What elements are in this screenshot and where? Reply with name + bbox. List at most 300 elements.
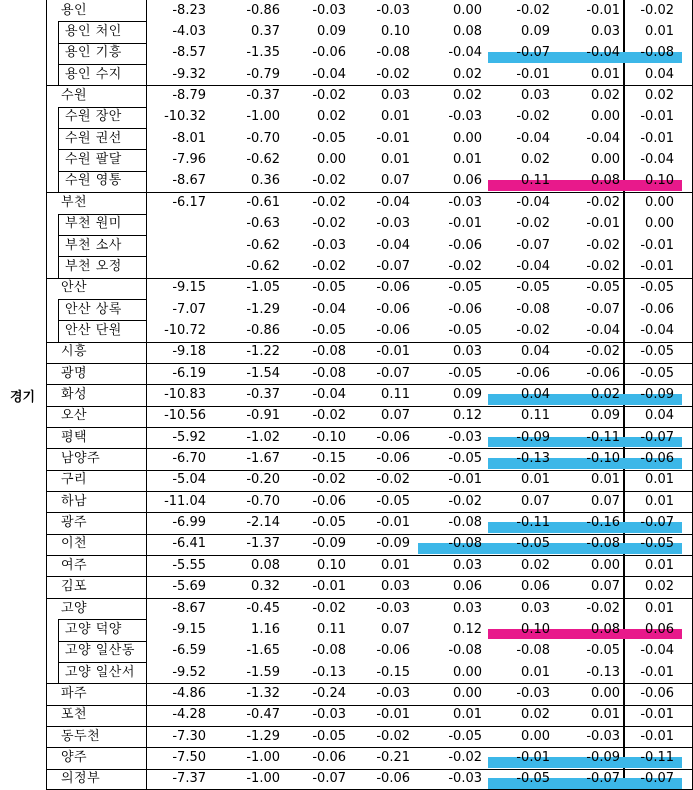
- value-cell: -0.08: [448, 643, 482, 659]
- value-cell: 0.01: [645, 600, 674, 616]
- row-border: [46, 278, 693, 279]
- value-cell: -4.86: [172, 685, 206, 701]
- value-cell: -0.06: [376, 451, 410, 467]
- value-cell: -0.06: [312, 45, 346, 61]
- value-cell: 0.00: [317, 152, 346, 168]
- value-cell: 0.11: [521, 173, 550, 189]
- row-border: [46, 363, 693, 364]
- row-border: [46, 726, 693, 727]
- value-cell: -0.02: [516, 216, 550, 232]
- value-cell: 0.09: [317, 24, 346, 40]
- value-cell: -0.01: [640, 130, 674, 146]
- value-cell: -0.08: [312, 643, 346, 659]
- value-cell: -0.63: [246, 216, 280, 232]
- value-cell: -0.04: [448, 45, 482, 61]
- value-cell: -0.24: [312, 685, 346, 701]
- value-cell: -0.13: [312, 664, 346, 680]
- value-cell: -10.56: [164, 408, 206, 424]
- value-cell: -9.32: [172, 66, 206, 82]
- row-name: 수원 장안: [65, 109, 122, 125]
- sub-row-border: [58, 320, 146, 321]
- value-cell: -0.08: [448, 515, 482, 531]
- sub-row-border: [58, 107, 146, 108]
- row-name: 고양 일산동: [65, 643, 135, 659]
- value-cell: -0.37: [246, 387, 280, 402]
- value-cell: -0.04: [376, 237, 410, 253]
- value-cell: 0.01: [645, 557, 674, 573]
- value-cell: 0.01: [521, 472, 550, 488]
- value-cell: 0.37: [251, 24, 280, 40]
- sub-name-border: [58, 662, 59, 683]
- row-name: 수원: [61, 88, 88, 104]
- row-name: 김포: [61, 579, 88, 595]
- value-cell: -0.01: [640, 707, 674, 723]
- value-cell: -0.10: [586, 451, 620, 467]
- value-cell: -0.05: [312, 515, 346, 531]
- value-cell: -1.59: [246, 664, 280, 680]
- value-cell: 0.00: [453, 2, 482, 18]
- sub-row-border: [58, 128, 146, 129]
- value-cell: 0.03: [521, 600, 550, 616]
- value-cell: -6.99: [172, 515, 206, 531]
- value-cell: -0.09: [586, 749, 620, 765]
- sub-row-border: [58, 256, 146, 257]
- value-cell: 0.01: [453, 707, 482, 723]
- value-cell: -0.13: [516, 451, 550, 467]
- row-name: 용인 수지: [65, 66, 122, 82]
- value-cell: 0.03: [381, 579, 410, 595]
- value-cell: -0.79: [246, 66, 280, 82]
- value-cell: -9.18: [172, 344, 206, 360]
- sub-name-border: [58, 641, 59, 662]
- value-cell: -0.05: [640, 344, 674, 360]
- value-cell: -0.04: [516, 194, 550, 210]
- row-border: [46, 683, 693, 684]
- value-cell: 0.00: [591, 557, 620, 573]
- value-cell: 0.07: [521, 493, 550, 509]
- value-cell: 0.08: [591, 173, 620, 189]
- value-cell: -9.52: [172, 664, 206, 680]
- value-cell: 0.01: [521, 664, 550, 680]
- value-cell: -0.07: [376, 365, 410, 381]
- value-cell: -0.02: [448, 493, 482, 509]
- value-cell: -0.04: [516, 258, 550, 274]
- value-cell: -9.15: [172, 280, 206, 296]
- value-cell: -0.02: [448, 749, 482, 765]
- value-cell: 0.12: [453, 408, 482, 424]
- value-cell: -0.04: [640, 152, 674, 168]
- row-name: 용인 기흥: [65, 45, 122, 61]
- row-border: [46, 576, 693, 577]
- row-name: 포천: [61, 707, 88, 723]
- value-cell: -6.17: [172, 194, 206, 210]
- row-name: 수원 권선: [65, 130, 122, 146]
- value-cell: -0.07: [516, 45, 550, 61]
- value-cell: -8.79: [172, 88, 206, 104]
- value-cell: 0.06: [453, 579, 482, 595]
- value-cell: -0.01: [640, 728, 674, 744]
- value-cell: 0.00: [591, 152, 620, 168]
- row-name: 평택: [61, 429, 88, 445]
- value-cell: -0.08: [516, 643, 550, 659]
- value-cell: 0.00: [521, 728, 550, 744]
- value-cell: 0.08: [251, 557, 280, 573]
- sub-row-border: [58, 43, 146, 44]
- row-border: [46, 448, 693, 449]
- value-cell: 0.09: [521, 24, 550, 40]
- value-cell: -0.01: [376, 707, 410, 723]
- row-border: [46, 769, 693, 770]
- value-cell: -0.06: [448, 301, 482, 317]
- value-cell: -0.62: [246, 152, 280, 168]
- row-name: 동두천: [61, 728, 101, 744]
- sub-name-border: [58, 64, 59, 85]
- row-name: 용인: [61, 2, 88, 18]
- value-cell: -0.16: [586, 515, 620, 531]
- value-cell: 0.00: [591, 685, 620, 701]
- value-cell: -0.02: [312, 472, 346, 488]
- value-cell: -0.07: [586, 771, 620, 787]
- value-cell: -0.02: [312, 194, 346, 210]
- value-cell: 0.07: [381, 408, 410, 424]
- value-cell: 0.01: [381, 557, 410, 573]
- value-cell: -1.02: [246, 429, 280, 445]
- value-cell: -0.02: [586, 237, 620, 253]
- sub-row-border: [58, 214, 146, 215]
- row-name: 고양: [61, 600, 88, 616]
- value-cell: -1.54: [246, 365, 280, 381]
- sub-row-border: [58, 299, 146, 300]
- value-cell: -0.02: [312, 88, 346, 104]
- value-cell: -0.04: [586, 130, 620, 146]
- value-cell: -0.09: [640, 387, 674, 402]
- value-cell: -0.11: [516, 515, 550, 531]
- row-name: 수원 영통: [65, 173, 122, 189]
- value-cell: -0.08: [312, 365, 346, 381]
- sub-row-border: [58, 235, 146, 236]
- value-cell: -0.03: [376, 600, 410, 616]
- row-name: 부천 원미: [65, 216, 122, 232]
- value-cell: -0.02: [586, 258, 620, 274]
- value-cell: -0.21: [376, 749, 410, 765]
- value-cell: 0.02: [591, 88, 620, 104]
- value-cell: -0.01: [376, 515, 410, 531]
- value-cell: 0.06: [645, 621, 674, 637]
- value-cell: -0.02: [376, 728, 410, 744]
- value-cell: -2.14: [246, 515, 280, 531]
- value-cell: 0.00: [591, 109, 620, 125]
- value-cell: 0.06: [521, 579, 550, 595]
- value-cell: -0.07: [640, 515, 674, 531]
- sub-name-border: [58, 619, 59, 640]
- value-cell: -0.62: [246, 258, 280, 274]
- row-name: 안산 단원: [65, 322, 122, 338]
- value-cell: -0.02: [586, 344, 620, 360]
- value-cell: -0.07: [586, 301, 620, 317]
- value-cell: -0.05: [376, 493, 410, 509]
- value-cell: -0.06: [312, 749, 346, 765]
- value-cell: 0.03: [453, 600, 482, 616]
- row-border: [46, 470, 693, 471]
- value-cell: -0.04: [640, 322, 674, 338]
- value-cell: -8.67: [172, 600, 206, 616]
- row-name: 의정부: [61, 771, 101, 787]
- value-cell: 0.08: [591, 621, 620, 637]
- value-cell: -7.96: [172, 152, 206, 168]
- sub-row-border: [58, 662, 146, 663]
- value-cell: -0.06: [640, 685, 674, 701]
- value-cell: 0.01: [591, 66, 620, 82]
- row-name: 여주: [61, 557, 88, 573]
- sub-row-border: [58, 64, 146, 65]
- value-cell: -0.05: [640, 365, 674, 381]
- value-cell: -0.13: [586, 664, 620, 680]
- value-cell: -0.05: [312, 728, 346, 744]
- value-cell: -0.01: [376, 130, 410, 146]
- value-cell: 0.07: [591, 579, 620, 595]
- value-cell: -0.11: [640, 749, 674, 765]
- value-cell: -0.02: [312, 600, 346, 616]
- row-border: [46, 384, 693, 385]
- value-cell: 0.02: [521, 152, 550, 168]
- value-cell: -0.02: [640, 2, 674, 18]
- value-cell: -10.83: [164, 387, 206, 402]
- value-cell: -0.09: [312, 536, 346, 552]
- value-cell: -1.65: [246, 643, 280, 659]
- value-cell: -0.03: [448, 194, 482, 210]
- row-name: 파주: [61, 685, 88, 701]
- value-cell: -0.01: [640, 664, 674, 680]
- row-border: [46, 406, 693, 407]
- value-cell: -1.00: [246, 771, 280, 787]
- value-cell: -0.20: [246, 472, 280, 488]
- value-cell: -0.05: [312, 322, 346, 338]
- value-cell: 0.03: [453, 344, 482, 360]
- value-cell: -0.02: [312, 258, 346, 274]
- row-name: 광주: [61, 515, 88, 531]
- row-name: 고양 일산서: [65, 664, 135, 680]
- value-cell: -5.04: [172, 472, 206, 488]
- row-name: 남양주: [61, 451, 101, 467]
- value-cell: -7.50: [172, 749, 206, 765]
- value-cell: -6.70: [172, 451, 206, 467]
- value-cell: -0.62: [246, 237, 280, 253]
- value-cell: 0.10: [317, 557, 346, 573]
- value-cell: -0.03: [312, 237, 346, 253]
- value-cell: -0.91: [246, 408, 280, 424]
- value-cell: -0.15: [312, 451, 346, 467]
- value-cell: -0.04: [640, 643, 674, 659]
- value-cell: -0.86: [246, 2, 280, 18]
- value-cell: 0.01: [453, 152, 482, 168]
- value-cell: 0.10: [521, 621, 550, 637]
- value-cell: 0.01: [381, 109, 410, 125]
- value-cell: -0.05: [640, 280, 674, 296]
- value-cell: -0.02: [516, 109, 550, 125]
- value-cell: -0.04: [516, 130, 550, 146]
- value-cell: 0.12: [453, 621, 482, 637]
- value-cell: -7.37: [172, 771, 206, 787]
- value-cell: -1.29: [246, 301, 280, 317]
- value-cell: -1.67: [246, 451, 280, 467]
- value-cell: 0.00: [645, 216, 674, 232]
- value-cell: -0.06: [586, 365, 620, 381]
- value-cell: -0.70: [246, 130, 280, 146]
- value-cell: 0.06: [453, 173, 482, 189]
- value-cell: 0.04: [521, 387, 550, 402]
- value-cell: -0.06: [376, 643, 410, 659]
- value-cell: 0.01: [591, 472, 620, 488]
- value-cell: -0.01: [448, 472, 482, 488]
- value-cell: -5.92: [172, 429, 206, 445]
- value-cell: -1.29: [246, 728, 280, 744]
- value-cell: 0.02: [453, 66, 482, 82]
- sub-row-border: [58, 21, 146, 22]
- value-cell: -0.05: [448, 365, 482, 381]
- value-cell: -0.08: [312, 344, 346, 360]
- value-cell: -0.07: [640, 429, 674, 445]
- value-cell: -4.28: [172, 707, 206, 723]
- value-cell: -0.02: [312, 408, 346, 424]
- value-cell: -0.03: [448, 429, 482, 445]
- row-name: 구리: [61, 472, 88, 488]
- value-cell: -0.03: [448, 109, 482, 125]
- value-cell: -0.05: [586, 643, 620, 659]
- value-cell: -0.04: [312, 66, 346, 82]
- value-cell: -8.67: [172, 173, 206, 189]
- value-cell: -0.05: [448, 280, 482, 296]
- value-cell: -0.01: [640, 258, 674, 274]
- value-cell: -0.05: [448, 728, 482, 744]
- value-cell: 0.11: [317, 621, 346, 637]
- row-border: [46, 512, 693, 513]
- value-cell: -11.04: [164, 493, 206, 509]
- value-cell: 0.36: [251, 173, 280, 189]
- value-cell: 0.02: [521, 707, 550, 723]
- value-cell: -0.03: [448, 771, 482, 787]
- row-border: [46, 427, 693, 428]
- value-cell: -0.06: [376, 429, 410, 445]
- sub-name-border: [58, 320, 59, 341]
- sub-name-border: [58, 214, 59, 235]
- row-name: 안산 상록: [65, 301, 122, 317]
- value-cell: -1.32: [246, 685, 280, 701]
- sub-name-border: [58, 256, 59, 277]
- value-cell: -4.03: [172, 24, 206, 40]
- value-cell: 0.01: [645, 493, 674, 509]
- value-cell: -1.00: [246, 749, 280, 765]
- value-cell: -0.08: [376, 45, 410, 61]
- value-cell: -0.02: [376, 472, 410, 488]
- value-cell: -0.06: [376, 771, 410, 787]
- value-cell: 0.03: [521, 88, 550, 104]
- value-cell: 0.02: [317, 109, 346, 125]
- value-cell: -0.03: [376, 685, 410, 701]
- value-cell: 0.11: [521, 408, 550, 424]
- value-cell: 0.00: [453, 685, 482, 701]
- value-cell: -0.03: [376, 216, 410, 232]
- value-cell: -0.11: [586, 429, 620, 445]
- row-border: [46, 534, 693, 535]
- row-name: 수원 팔달: [65, 152, 122, 168]
- row-name: 부천 소사: [65, 237, 122, 253]
- value-cell: -8.01: [172, 130, 206, 146]
- row-name: 용인 처인: [65, 24, 122, 40]
- value-cell: -0.02: [376, 66, 410, 82]
- value-cell: -0.07: [376, 258, 410, 274]
- value-cell: -0.15: [376, 664, 410, 680]
- value-cell: -0.61: [246, 194, 280, 210]
- row-name: 양주: [61, 749, 88, 765]
- value-cell: 0.10: [645, 173, 674, 189]
- value-cell: 0.08: [453, 24, 482, 40]
- row-border: [46, 192, 693, 193]
- value-cell: -1.37: [246, 536, 280, 552]
- sub-name-border: [58, 128, 59, 149]
- value-cell: -0.04: [586, 45, 620, 61]
- sub-name-border: [58, 171, 59, 192]
- value-cell: -7.30: [172, 728, 206, 744]
- value-cell: -0.02: [516, 322, 550, 338]
- value-cell: -0.03: [312, 2, 346, 18]
- value-cell: -0.06: [516, 365, 550, 381]
- value-cell: -0.05: [312, 280, 346, 296]
- value-cell: -0.07: [312, 771, 346, 787]
- value-cell: -0.03: [312, 707, 346, 723]
- value-cell: 0.09: [591, 408, 620, 424]
- value-cell: -1.22: [246, 344, 280, 360]
- row-name: 안산: [61, 280, 88, 296]
- value-cell: 0.03: [591, 24, 620, 40]
- sub-name-border: [58, 43, 59, 64]
- value-cell: -6.41: [172, 536, 206, 552]
- value-cell: 0.01: [381, 152, 410, 168]
- value-cell: -0.01: [376, 344, 410, 360]
- value-cell: -0.06: [448, 237, 482, 253]
- value-cell: -0.09: [376, 536, 410, 552]
- value-cell: 0.00: [645, 194, 674, 210]
- value-cell: 0.02: [453, 88, 482, 104]
- value-cell: 0.07: [591, 493, 620, 509]
- row-border: [46, 85, 693, 86]
- value-cell: -0.09: [516, 429, 550, 445]
- value-cell: -0.01: [640, 109, 674, 125]
- value-cell: 0.07: [381, 173, 410, 189]
- value-cell: -0.05: [640, 536, 674, 552]
- row-border: [46, 747, 693, 748]
- value-cell: 0.09: [453, 387, 482, 402]
- value-cell: -0.04: [312, 387, 346, 402]
- row-name: 광명: [61, 365, 88, 381]
- value-cell: 0.04: [521, 344, 550, 360]
- value-cell: -0.01: [516, 749, 550, 765]
- value-cell: 0.04: [645, 408, 674, 424]
- value-cell: -0.02: [312, 216, 346, 232]
- value-cell: -0.10: [312, 429, 346, 445]
- sub-name-border: [58, 299, 59, 320]
- row-border: [46, 705, 693, 706]
- sub-row-border: [58, 641, 146, 642]
- row-name: 부천: [61, 194, 88, 210]
- value-cell: -0.06: [640, 301, 674, 317]
- row-border: [46, 491, 693, 492]
- row-name: 이천: [61, 536, 88, 552]
- value-cell: -0.07: [516, 237, 550, 253]
- value-cell: -0.45: [246, 600, 280, 616]
- value-cell: -0.01: [448, 216, 482, 232]
- value-cell: -0.08: [448, 536, 482, 552]
- value-cell: -0.70: [246, 493, 280, 509]
